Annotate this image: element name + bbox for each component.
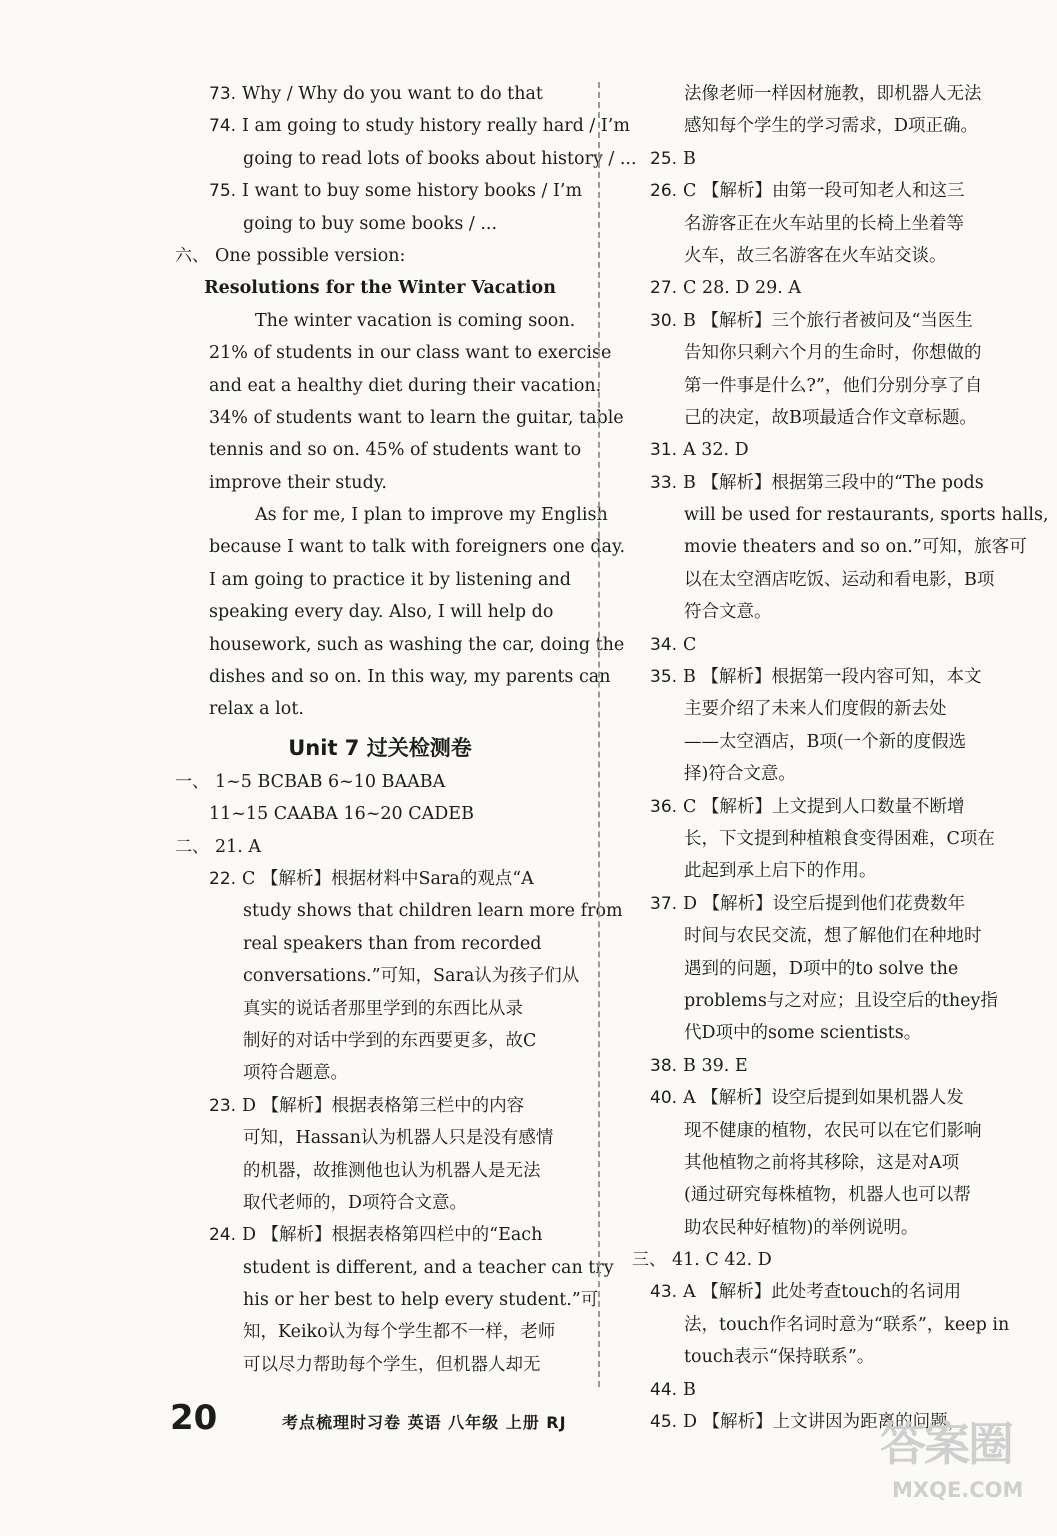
question-number: 44.: [650, 1379, 678, 1400]
answer-text: 41. C 42. D: [672, 1250, 772, 1271]
answer-text: 21. A: [215, 836, 262, 857]
answer-line: [175, 766, 585, 798]
answer-text: and eat a healthy diet during their vacation.: [209, 375, 602, 396]
answer-line: [650, 1050, 1020, 1082]
answer-text: going to buy some books / ...: [243, 213, 498, 234]
answer-line: [175, 402, 624, 434]
answer-text: 感知每个学生的学习需求，D项正确。: [684, 116, 979, 137]
answer-line: [650, 1115, 1020, 1147]
answer-line: [650, 693, 1020, 725]
answer-line: [175, 863, 585, 895]
answer-line: [650, 564, 1020, 596]
answer-text: D 【解析】设空后提到他们花费数年: [683, 893, 966, 914]
answer-line: [175, 531, 626, 563]
answer-text: 火车，故三名游客在火车站交谈。: [684, 245, 947, 266]
answer-line: [175, 895, 623, 927]
question-number: 37.: [650, 893, 678, 914]
answer-line: [175, 693, 585, 725]
answer-line: [175, 928, 585, 960]
answer-text: 真实的说话者那里学到的东西比从录: [243, 998, 523, 1019]
answer-line: [175, 1219, 585, 1251]
question-number: 27.: [650, 278, 678, 299]
answer-line: [650, 208, 1020, 240]
answer-text: tennis and so on. 45% of students want to: [209, 440, 582, 461]
answer-line: [175, 1316, 585, 1348]
page-number: 20: [170, 1398, 218, 1438]
question-number: 25.: [650, 148, 678, 169]
question-number: 75.: [209, 181, 237, 202]
answer-text: One possible version:: [215, 245, 406, 266]
question-number: 40.: [650, 1088, 678, 1109]
answer-line: [175, 993, 585, 1025]
right-column: [632, 78, 1049, 1438]
answer-line: [650, 1017, 1020, 1049]
answer-text: 可以尽力帮助每个学生，但机器人却无: [243, 1354, 541, 1375]
answer-line: [650, 855, 1020, 887]
answer-line: [175, 1349, 585, 1381]
answer-text: C: [683, 634, 697, 655]
answer-text: 以在太空酒店吃饭、运动和看电影，B项: [684, 569, 995, 590]
answer-text: D 【解析】上文讲因为距离的问题，: [683, 1412, 966, 1433]
answer-text: movie theaters and so on.”可知，旅客可: [684, 537, 1027, 558]
answer-line: [175, 1284, 599, 1316]
book-title: 考点梳理时习卷 英语 八年级 上册 RJ: [282, 1413, 567, 1432]
answer-line: [650, 434, 1020, 466]
answer-text: 其他植物之前将其移除，这是对A项: [684, 1152, 960, 1173]
answer-text: 的机器，故推测他也认为机器人是无法: [243, 1160, 541, 1181]
answer-text: 制好的对话中学到的东西要更多，故C: [243, 1030, 537, 1051]
answer-line: [632, 1244, 1020, 1276]
answer-line: [175, 1252, 614, 1284]
answer-text: 法像老师一样因材施教，即机器人无法: [684, 84, 982, 104]
answer-line: [175, 1155, 585, 1187]
answer-line: [175, 110, 630, 142]
answer-text: A 【解析】此处考查touch的名词用: [683, 1282, 962, 1303]
question-number: 三、: [632, 1250, 666, 1271]
answer-line: [650, 272, 1020, 304]
answer-text: B: [683, 1379, 696, 1400]
answer-text: study shows that children learn more from: [243, 901, 623, 922]
answer-text: problems与之对应；且设空后的they指: [684, 990, 998, 1011]
answer-line: [175, 831, 585, 863]
answer-line: [650, 791, 1020, 823]
question-number: 30.: [650, 310, 678, 331]
answer-line: [650, 1309, 1020, 1341]
answer-line: [175, 661, 611, 693]
answer-line: [175, 1090, 585, 1122]
answer-text: Why / Why do you want to do that: [242, 84, 543, 104]
answer-line: [175, 1025, 585, 1057]
answer-text: 第一件事是什么?”，他们分别分享了自: [684, 375, 983, 396]
answer-line: [650, 1147, 1020, 1179]
answer-line: [650, 175, 1020, 207]
answer-line: [175, 143, 637, 175]
question-number: 34.: [650, 634, 678, 655]
answer-text: I am going to practice it by listening and: [209, 569, 571, 590]
answer-line: [175, 1057, 585, 1089]
answer-text: 可知，Hassan认为机器人只是没有感情: [243, 1128, 554, 1149]
answer-line: [650, 305, 1020, 337]
answer-text: B 【解析】根据第一段内容可知，本文: [683, 667, 982, 688]
answer-text: ——太空酒店，B项(一个新的度假选: [684, 731, 967, 752]
answer-text: his or her best to help every student.”可: [243, 1290, 599, 1311]
question-number: 35.: [650, 667, 678, 688]
answer-line: [650, 370, 1020, 402]
answer-line: [175, 305, 585, 337]
answer-text: 遇到的问题，D项中的to solve the: [684, 958, 959, 979]
answer-text: 代D项中的some scientists。: [684, 1023, 922, 1044]
answer-text: C 【解析】由第一段可知老人和这三: [683, 181, 965, 202]
answer-text: 现不健康的植物，农民可以在它们影响: [684, 1120, 982, 1141]
answer-text: Unit 7 过关检测卷: [288, 735, 472, 760]
answer-text: (通过研究每株植物，机器人也可以帮: [684, 1185, 971, 1206]
answer-line: [650, 499, 1049, 531]
answer-text: going to read lots of books about history / ...: [243, 148, 637, 169]
answer-text: real speakers than from recorded: [243, 933, 542, 954]
answer-line: [175, 272, 585, 304]
question-number: 24.: [209, 1225, 237, 1246]
answer-text: 34% of students want to learn the guitar, table: [209, 407, 624, 428]
watermark-stamp: 答案圈: [880, 1417, 1012, 1471]
answer-text: B 39. E: [683, 1055, 748, 1076]
question-number: 45.: [650, 1412, 678, 1433]
answer-line: [175, 596, 585, 628]
answer-text: 1~5 BCBAB 6~10 BAABA: [215, 771, 446, 792]
answer-text: student is different, and a teacher can try: [243, 1257, 614, 1278]
answer-text: A 【解析】设空后提到如果机器人发: [683, 1088, 964, 1109]
answer-text: 法，touch作名词时意为“联系”，keep in: [684, 1314, 1010, 1335]
column-divider: [598, 82, 600, 1387]
question-number: 38.: [650, 1055, 678, 1076]
answer-line: [650, 823, 1020, 855]
answer-line: [175, 370, 602, 402]
question-number: 一、: [175, 771, 209, 792]
answer-text: C 【解析】上文提到人口数量不断增: [683, 796, 965, 817]
answer-line: [650, 110, 1020, 142]
answer-line: [650, 467, 1020, 499]
answer-text: speaking every day. Also, I will help do: [209, 602, 554, 623]
watermark-url: MXQE.COM: [892, 1478, 1024, 1502]
answer-line: [650, 402, 1020, 434]
answer-line: [650, 953, 1020, 985]
answer-line: [175, 434, 585, 466]
answer-line: [650, 985, 1020, 1017]
left-column: [175, 78, 637, 1381]
watermark-logo: [880, 1408, 1030, 1518]
answer-text: because I want to talk with foreigners one day.: [209, 537, 626, 558]
unit-title: [175, 726, 585, 766]
page-footer: [170, 1398, 850, 1444]
answer-text: 告知你只剩六个月的生命时，你想做的: [684, 343, 982, 364]
question-number: 二、: [175, 836, 209, 857]
answer-line: [650, 758, 1020, 790]
answer-line: [175, 78, 585, 110]
answer-text: 长，下文提到种植粮食变得困难，C项在: [684, 828, 995, 849]
question-number: 43.: [650, 1282, 678, 1303]
answer-text: As for me, I plan to improve my English: [255, 505, 608, 526]
answer-text: improve their study.: [209, 472, 387, 493]
answer-line: [650, 888, 1020, 920]
answer-line: [650, 531, 1027, 563]
answer-text: 名游客正在火车站里的长椅上坐着等: [684, 213, 964, 234]
answer-line: [175, 1122, 585, 1154]
answer-text: 项符合题意。: [243, 1063, 348, 1084]
answer-text: I want to buy some history books / I’m: [242, 181, 583, 202]
answer-line: [650, 661, 1020, 693]
answer-line: [650, 726, 1020, 758]
answer-text: housework, such as washing the car, doing the: [209, 634, 625, 655]
answer-line: [650, 240, 1020, 272]
answer-text: C 28. D 29. A: [683, 278, 802, 299]
answer-line: [175, 564, 585, 596]
answer-text: 取代老师的，D项符合文意。: [243, 1192, 468, 1213]
answer-line: [650, 920, 1020, 952]
answer-line: [175, 499, 608, 531]
answer-text: 己的决定，故B项最适合作文章标题。: [684, 407, 977, 428]
answer-text: 助农民种好植物)的举例说明。: [684, 1217, 919, 1238]
answer-line: [175, 337, 612, 369]
answer-line: [650, 78, 1020, 110]
answer-text: D 【解析】根据表格第三栏中的内容: [242, 1095, 525, 1116]
answer-text: 11~15 CAABA 16~20 CADEB: [209, 804, 474, 825]
question-number: 六、: [175, 245, 209, 266]
answer-text: relax a lot.: [209, 699, 304, 720]
question-number: 22.: [209, 868, 237, 889]
answer-text: B 【解析】三个旅行者被问及“当医生: [683, 310, 973, 331]
answer-text: Resolutions for the Winter Vacation: [204, 278, 556, 299]
answer-text: The winter vacation is coming soon.: [255, 310, 576, 331]
answer-line: [650, 1212, 1020, 1244]
answer-line: [650, 629, 1020, 661]
question-number: 31.: [650, 440, 678, 461]
answer-text: 此起到承上启下的作用。: [684, 861, 877, 882]
answer-text: D 【解析】根据表格第四栏中的“Each: [242, 1225, 543, 1246]
answer-line: [175, 467, 585, 499]
answer-line: [650, 1341, 1020, 1373]
answer-text: 符合文意。: [684, 602, 772, 623]
answer-line: [650, 596, 1020, 628]
answer-text: 时间与农民交流，想了解他们在种地时: [684, 926, 982, 947]
answer-line: [650, 1276, 1020, 1308]
question-number: 74.: [209, 116, 237, 137]
answer-line: [175, 208, 585, 240]
answer-line: [650, 1179, 1020, 1211]
answer-text: 择)符合文意。: [684, 764, 796, 785]
answer-line: [175, 960, 585, 992]
answer-text: 知，Keiko认为每个学生都不一样，老师: [243, 1322, 556, 1343]
answer-text: conversations.”可知，Sara认为孩子们从: [243, 966, 580, 987]
answer-text: B: [683, 148, 696, 169]
answer-line: [650, 337, 1020, 369]
answer-text: C 【解析】根据材料中Sara的观点“A: [242, 868, 534, 889]
answer-text: B 【解析】根据第三段中的“The pods: [683, 472, 984, 493]
question-number: 73.: [209, 84, 237, 104]
answer-line: [650, 1082, 1020, 1114]
answer-line: [650, 143, 1020, 175]
answer-line: [175, 629, 625, 661]
answer-text: touch表示“保持联系”。: [684, 1347, 875, 1368]
answer-text: 主要介绍了未来人们度假的新去处: [684, 699, 947, 720]
answer-text: will be used for restaurants, sports halls,: [684, 505, 1049, 526]
question-number: 36.: [650, 796, 678, 817]
answer-line: [175, 240, 585, 272]
answer-text: A 32. D: [683, 440, 749, 461]
answer-text: I am going to study history really hard / I’m: [242, 116, 630, 137]
answer-line: [175, 1187, 585, 1219]
question-number: 33.: [650, 472, 678, 493]
question-number: 26.: [650, 181, 678, 202]
question-number: 23.: [209, 1095, 237, 1116]
answer-text: dishes and so on. In this way, my parents can: [209, 667, 611, 688]
answer-line: [175, 175, 585, 207]
answer-text: 21% of students in our class want to exercise: [209, 343, 612, 364]
answer-line: [175, 798, 585, 830]
